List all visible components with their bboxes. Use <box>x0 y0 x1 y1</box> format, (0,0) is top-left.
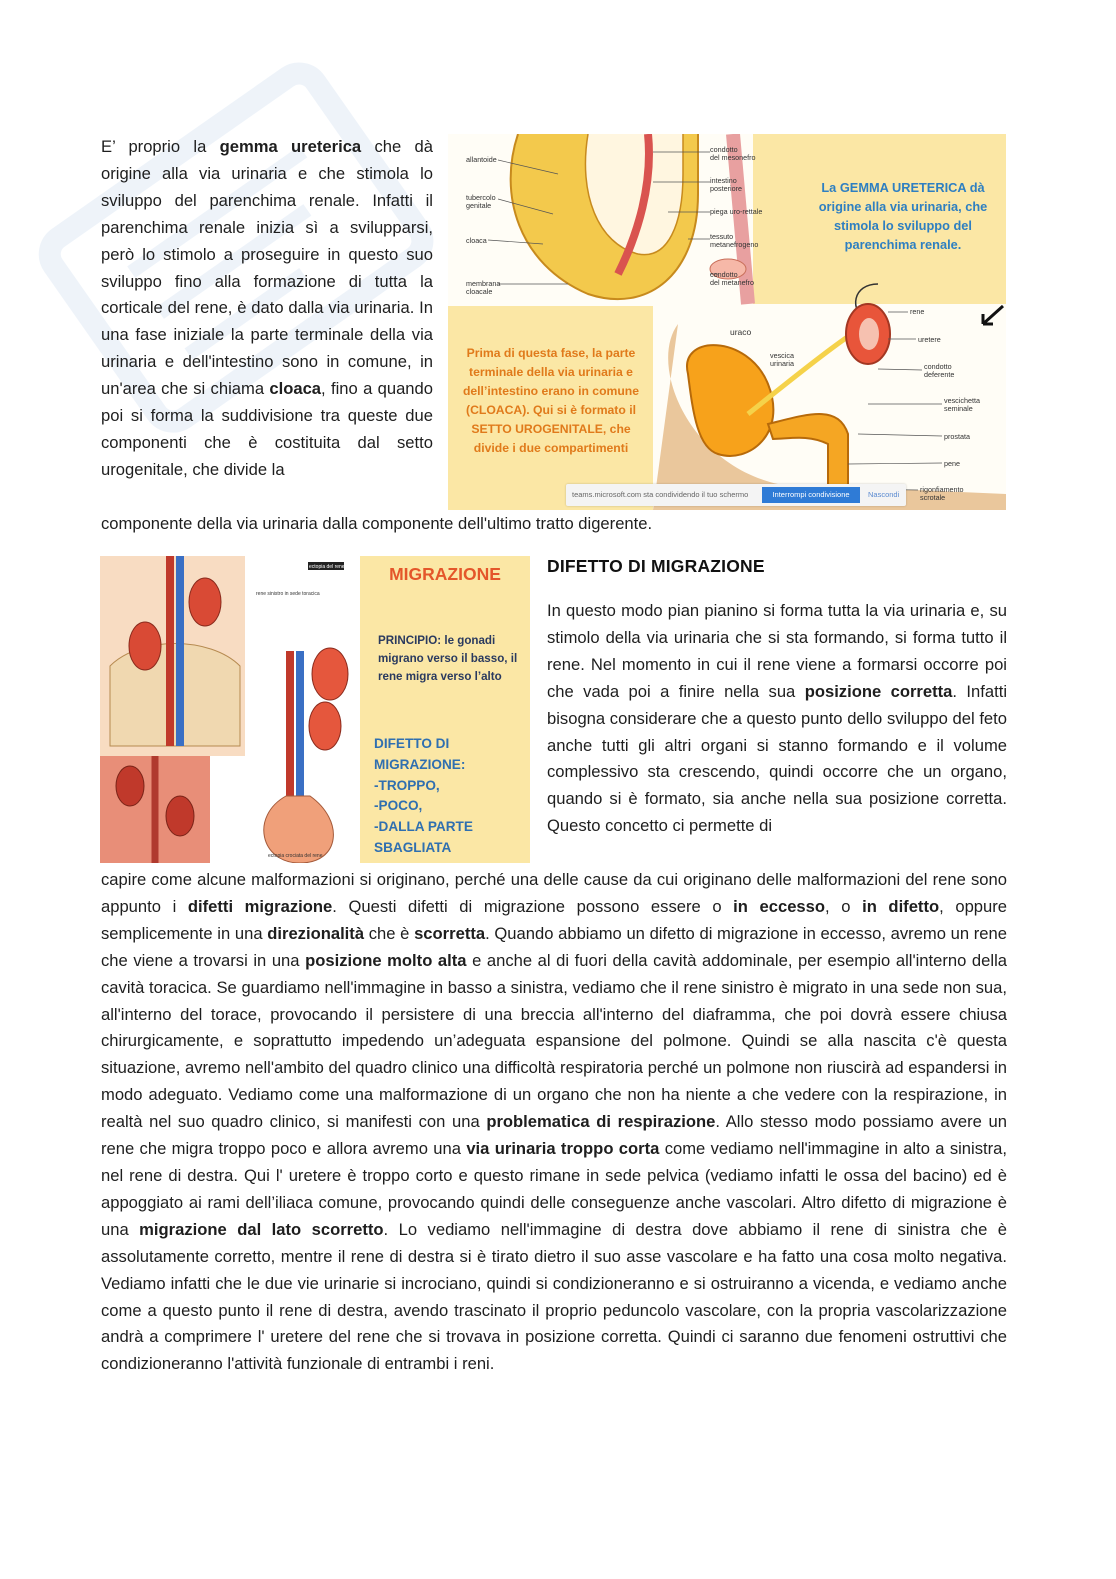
note-gemma: La GEMMA URETERICA dà origine alla via urinaria, che stimola lo sviluppo del parenchima renale. <box>818 180 988 252</box>
label-ectopia: ectopia del rene <box>309 564 345 570</box>
stop-sharing-button[interactable]: Interrompi condivisione <box>762 487 860 503</box>
share-url: teams.microsoft.com sta condividendo il tuo schermo <box>572 490 749 499</box>
label-tessuto: tessuto metanefrogeno <box>710 232 759 249</box>
label-cloaca: cloaca <box>466 236 487 245</box>
migration-defects: DIFETTO DI MIGRAZIONE: -TROPPO, -POCO, -DALLA PARTE SBAGLIATA <box>374 736 473 855</box>
term-gemma-ureterica: gemma ureterica <box>219 137 362 156</box>
label-metanefro: condotto del metanefro <box>710 270 754 287</box>
kidney-illustrations <box>100 556 360 863</box>
label-rene: rene <box>910 307 925 316</box>
migration-paragraph-1: In questo modo pian pianino si forma tutta la via urinaria e, su stimolo della via urinaria che si sta formando, si forma tutto il rene. Nel momento in cui il rene viene a formarsi occorre poi che vada poi a finire nella sua posizione corretta. Infatti bisogna considerare che a questo punto dello sviluppo del feto anche tutti gli altri organi si stanno formando e il volume complessivo sta crescendo, quindi occorre che un organo, quando si è formato, sia anche nella sua posizione corretta. Questo concetto ci permette di <box>547 601 1008 836</box>
label-uraco: uraco <box>730 327 752 337</box>
label-allantoide: allantoide <box>466 155 497 164</box>
label-piega: piega uro-rettale <box>710 207 763 216</box>
label-uretere: uretere <box>918 335 941 344</box>
label-vescichetta: vescichetta seminale <box>944 396 980 413</box>
migration-paragraph-2: capire come alcune malformazioni si originano, perché una delle cause da cui originano delle malformazioni del rene sono appunto i difetti migrazione. Questi difetti di migrazione possono essere o in eccesso, o in difetto, oppure semplicemente in una direzionalità che è scorretta. Quando abbiamo un difetto di migrazione in eccesso, avremo un rene che viene a trovarsi in una posizione molto alta e anche al di fuori della cavità addominale, per esempio all'interno della cavità toracica. Se guardiamo nell'immagine in basso a sinistra, vediamo che il rene sinistro è migrato in una sede non sua, all'interno del torace, provocando il persistere di una breccia all'interno del diaframma, che poi dovrà essere chiusa chirurgicamente, e soprattutto impedendo un’adeguata espansione del polmone. Quindi se alla nascita c'è questa situazione, avremo nell'ambito del quadro clinico una difficoltà respiratoria perché un polmone non riuscirà ad espandersi in modo adeguato. Vediamo come una malformazione di un organo che non ha niente a che vedere con la respirazione, in realtà nel suo quadro clinico, si manifesti con una problematica di respirazione. Allo stesso modo possiamo avere un rene che migra troppo poco e allora avremo una via urinaria troppo corta come vediamo nell'immagine in alto a sinistra, nel rene di destra. Qui l' uretere è troppo corto e questo rimane in sede pelvica (vediamo infatti le ossa del bacino) ed è appoggiato ai rami dell’iliaca comune, provocando quindi delle conseguenze anche vascolari. Altro difetto di migrazione è una migrazione dal lato scorretto. Lo vediamo nell'immagine di destra dove abbiamo il rene di sinistra che è assolutamente corretto, mentre il rene di destra si è tirato dietro il suo asse vascolare e ha fatto una cosa molto negativa. Vediamo infatti che le due vie urinarie si incrociano, quindi si condizioneranno e si ostruiranno a vicenda, e vediamo anche come a questo punto il rene di destra, avendo trascinato il proprio peduncolo vascolare, con la propria vascolarizzazione andrà a comprimere l' uretere del rene che si trovava in posizione corretta. Quindi ci saranno due fenomeni ostruttivi che condizioneranno l'attività funzionale di entrambi i reni. <box>101 870 1008 1374</box>
label-vescica: vescica urinaria <box>770 351 794 368</box>
label-prostata: prostata <box>944 432 970 441</box>
term-cloaca: cloaca <box>269 379 322 399</box>
label-intestino: intestino posteriore <box>710 176 742 193</box>
migration-figure <box>100 556 530 863</box>
label-mesonefro: condotto del mesonefro <box>710 145 756 162</box>
section-heading: DIFETTO DI MIGRAZIONE <box>547 556 765 576</box>
label-rigonfiamento: rigonfiamento scrotale <box>920 485 964 502</box>
note-cloaca: Prima di questa fase, la parte terminale della via urinaria e dell’intestino erano in comune (CLOACA). Qui si è formato il SETTO UROGENITALE, che divide i due compartimenti <box>462 346 640 455</box>
hide-link[interactable]: Nascondi <box>868 490 900 499</box>
migration-title: MIGRAZIONE <box>389 564 501 584</box>
label-membrana: membrana cloacale <box>466 279 501 296</box>
embryology-figure <box>448 134 1006 510</box>
intro-paragraph-tail: componente della via urinaria dalla componente dell'ultimo tratto digerente. <box>101 514 653 533</box>
label-tubercolo: tubercolo genitale <box>466 193 496 210</box>
caption-thoracic: rene sinistro in sede toracica <box>256 591 320 597</box>
migration-note-panel <box>360 556 530 863</box>
label-pene: pene <box>944 459 960 468</box>
intro-paragraph: E’ proprio la gemma ureterica che dà origine alla via urinaria e che stimola lo sviluppo del parenchima renale. Infatti il parenchima renale inizia sì a svilupparsi, però lo stimolo a proseguire in questo suo sviluppo fino alla formazione di tutta la corticale del rene, è dato dalla via urinaria. In una fase iniziale la parte terminale della via urinaria e dell'intestino sono in comune, in un'area che si chiama cloaca, fino a quando poi si forma la suddivisione tra queste due componenti che è costituita dal setto urogenitale, che divide la <box>101 137 433 479</box>
screen-share-bar <box>566 484 906 506</box>
caption-crossed: ectopia crociata del rene <box>268 853 323 859</box>
label-condotto: condotto deferente <box>924 362 955 379</box>
migration-principle: PRINCIPIO: le gonadi migrano verso il basso, il rene migra verso l’alto <box>378 634 518 683</box>
